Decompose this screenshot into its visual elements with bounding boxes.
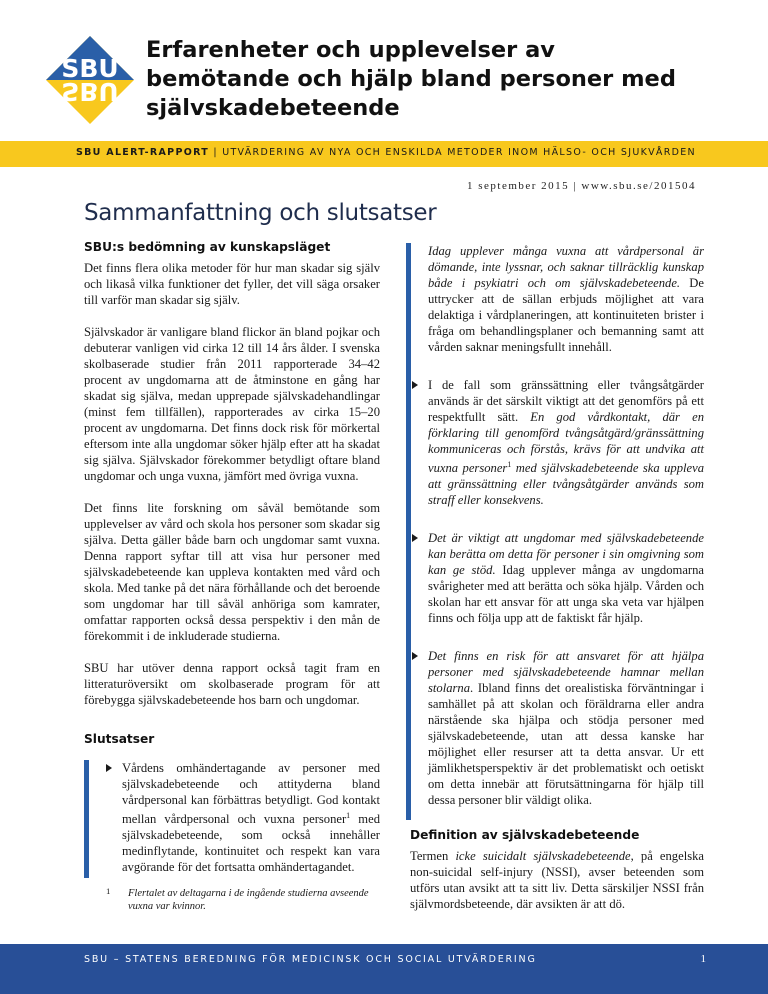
- logo-text-top: SBU: [61, 54, 119, 83]
- conclusion-2-italic: En god vårdkontakt, där en förklaring till genomförd tvångsåtgärd/gränssättning kommuniceras och förstås, krävs för att undvika att vuxna personer: [428, 410, 704, 476]
- conclusion-item: [412, 530, 704, 626]
- definition-text: , på engelska non-suicidal self-injury (NSSI), avser beteenden som utförs utan avsikt att ta sitt liv. Detta särskiljer NSSI från självmordsbeteende, där avsikten är att dö.: [410, 849, 704, 912]
- footnote-number: 1: [106, 886, 111, 897]
- right-column: [410, 243, 704, 912]
- conclusions-heading: Slutsatser: [84, 732, 155, 746]
- definition-heading: Definition av självskadebeteende: [410, 828, 640, 843]
- conclusion-1-text: Vårdens omhändertagande av personer med självskadebeteende och attityderna bland vårdpersonal kan förbättras betydligt. God kontakt mellan vårdpersonal och vuxna personer: [122, 761, 380, 827]
- definition-start: Termen: [410, 849, 456, 864]
- conclusion-3-italic: Det är viktigt att ungdomar med självskadebeteende kan berätta om detta för personer i sin omgivning som kan ge stöd.: [428, 531, 704, 578]
- bullet-triangle-icon: [412, 381, 418, 389]
- conclusion-2-italic-end: med självskadebeteende ska uppleva att gränssättning eller tvångsåtgärder används som straff eller konsekvens.: [428, 461, 704, 508]
- assessment-heading: SBU:s bedömning av kunskapsläget: [84, 240, 331, 254]
- summary-heading: Sammanfattning och slutsatser: [84, 200, 437, 226]
- conclusion-item: [412, 648, 704, 808]
- footnote-ref: 1: [507, 460, 512, 469]
- conclusion-3-text: Idag upplever många av ungdomarna svårigheter med att berätta och söka hjälp. Vården och skolan har ett ansvar för att unga ska veta var hjälpen finns och följa upp att de faktiskt får hjälp.: [428, 563, 704, 626]
- conclusion-cont-italic: Idag upplever många vuxna att vårdpersonal är dömande, inte lyssnar, och saknar tillräcklig kunskap både i psykiatri och om självskadebeteende.: [428, 244, 704, 290]
- bullet-triangle-icon: [412, 652, 418, 660]
- conclusion-2-text: I de fall som gränssättning eller tvångsåtgärder används är det särskilt viktigt att det genomförs på ett respektfullt sätt.: [428, 378, 704, 424]
- assessment-paragraph-2: Självskador är vanligare bland flickor än bland pojkar och debuterar vanligen vid cirka 12 till 14 års ålder. I svenska skolbaserade studier från 2011 rapporterade 34–42 procent av ungdomarna att de åtminstone en gång har skadat sig själva, medan upprepade självskadehandlingar (minst fem tillfällen), rapporterades av cirka 15–20 procent av ungdomarna. Det finns dock risk för mörkertal eftersom inte alla ungdomar söker hjälp efter att ha skadat sig själva. Självskador förekommer betydligt oftare bland ungdomar och unga vuxna, jämfört med övriga vuxna.: [84, 325, 380, 483]
- banner-separator: |: [209, 147, 223, 158]
- assessment-paragraph-1: Det finns flera olika metoder för hur man skadar sig själv och likaså vilka funktioner det fyller, det vill säga orsaker till varför man skadar sig själv.: [84, 261, 380, 307]
- footer: [0, 944, 768, 994]
- left-column: [84, 240, 380, 913]
- report-banner: [0, 141, 768, 167]
- assessment-paragraph-3: Det finns lite forskning om såväl bemötande som upplevelser av vård och skola hos personer som skadar sig själva. Detta gäller både barn och ungdomar samt vuxna. Denna rapport syftar till att visa hur personer med självskadebeteende kan uppleva kontakten med vård och skola. Med tanke på det nära förhållande och det beroende som ungdomar har till såväl anhöriga som kamrater, omfattar rapporten också dessa perspektiv i den mån de förekommit i de inkluderade studierna.: [84, 501, 380, 643]
- conclusion-item: [106, 760, 380, 875]
- bullet-triangle-icon: [106, 764, 112, 772]
- conclusions-bar: [84, 760, 89, 878]
- footnote-text: Flertalet av deltagarna i de ingående studierna avseende vuxna var kvinnor.: [128, 888, 369, 913]
- footer-text: SBU – STATENS BEREDNING FÖR MEDICINSK OCH SOCIAL UTVÄRDERING: [84, 954, 537, 965]
- footnote-ref: 1: [346, 811, 351, 820]
- document-title: Erfarenheter och upplevelser av bemötande och hjälp bland personer med självskadebeteende: [146, 37, 676, 121]
- footnote: [106, 887, 380, 913]
- conclusion-1-end: med självskadebeteende, som också innehåller medinflytande, kontinuitet och respekt kan vara avgörande för det fortsatta omhändertagandet.: [122, 812, 380, 875]
- conclusion-item: [412, 377, 704, 508]
- logo-text-bottom: SBU: [61, 77, 119, 106]
- banner-label-rest: UTVÄRDERING AV NYA OCH ENSKILDA METODER INOM HÄLSO- OCH SJUKVÅRDEN: [222, 147, 696, 158]
- right-column-bar: [406, 243, 411, 820]
- conclusion-4-text: . Ibland finns det orealistiska förväntningar i samhället på att skolan och föräldrarna eller andra närstående ska hjälpa och stödja personer med självskadebeteende, utan att dessa kanske har möjlighet eller resurser att ta detta ansvar. Ur ett jämlikhetsperspektiv är det problematiskt och oetiskt om detta innebär att förutsättningarna för hjälp till dessa personer blir väldigt olika.: [428, 681, 704, 808]
- bullet-triangle-icon: [412, 534, 418, 542]
- sbu-logo: [44, 34, 136, 126]
- conclusions-block: [84, 760, 380, 913]
- definition-term: icke suicidalt självskadebeteende: [455, 849, 631, 864]
- page-number: 1: [700, 953, 706, 965]
- conclusion-cont-text: De uttrycker att de sällan erbjuds möjlighet att vara delaktiga i vårdplaneringen, att kontinuiteten brister i fråga om behandlingsplaner och bemanning samt att vården saknar meningsfullt innehåll.: [428, 276, 704, 354]
- conclusion-4-italic: Det finns en risk för att ansvaret för att hjälpa personer med självskadebeteende hamnar mellan stolarna: [428, 649, 704, 696]
- banner-label-bold: SBU ALERT-RAPPORT: [76, 147, 210, 158]
- assessment-paragraph-4: SBU har utöver denna rapport också tagit fram en litteraturöversikt om skolbaserade program för att förebygga självskadebeteende hos barn och ungdomar.: [84, 661, 380, 707]
- dateline: 1 september 2015 | www.sbu.se/201504: [466, 180, 696, 192]
